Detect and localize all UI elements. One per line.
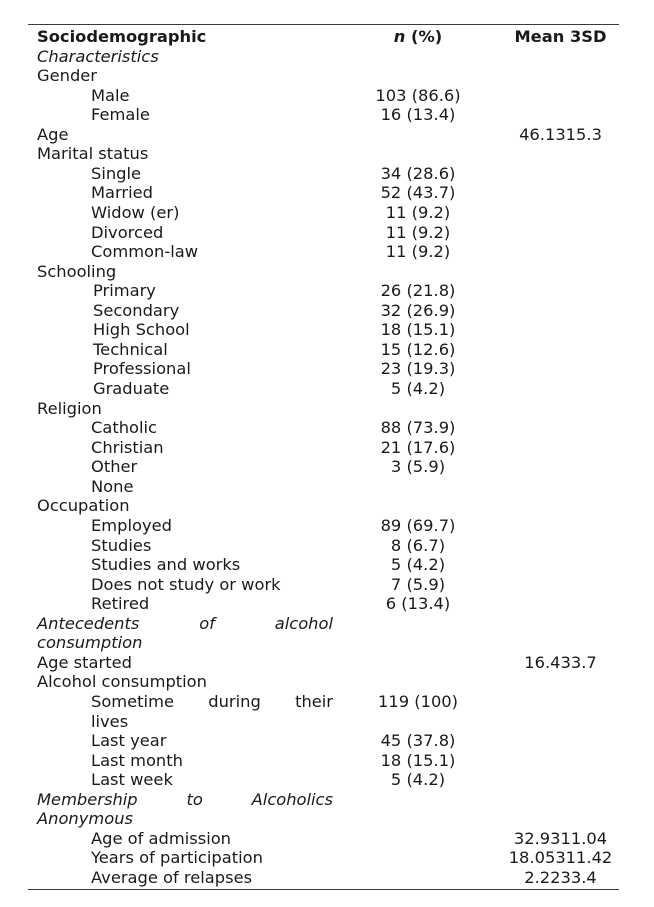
row-mean-sd: 32.9311.04 [513,828,608,848]
row-label: Male [91,85,130,105]
row-label-word: alcohol [274,613,333,633]
row-label: Secondary [93,300,180,320]
row-label: High School [93,320,190,340]
header-n-percent [364,27,472,47]
header-n-symbol: n [393,27,406,46]
row-label: Widow (er) [91,202,180,222]
table-row [0,731,654,751]
row-label-word: to [186,789,203,809]
row-n-percent: 26 (21.8) [380,281,456,301]
row-label: Common-law [91,242,199,262]
table-row [0,555,654,575]
row-label-word: Antecedents [37,613,140,633]
table-row [0,751,654,771]
row-label: Age started [37,652,132,672]
row-n-percent: 52 (43.7) [380,183,456,203]
row-label: Schooling [37,261,117,281]
row-n-percent: 21 (17.6) [380,437,456,457]
row-label: Primary [93,281,156,301]
row-label: Years of participation [91,848,263,868]
row-n-percent: 18 (15.1) [380,750,456,770]
row-label: Single [91,163,142,183]
row-mean-sd: 18.05311.42 [508,848,613,868]
row-label: Employed [91,515,172,535]
row-label: Other [91,457,138,477]
row-n-percent: 11 (9.2) [385,202,451,222]
row-n-percent: 8 (6.7) [390,535,446,555]
row-label: Studies [91,535,152,555]
row-label: Last month [91,750,183,770]
row-label: Age [37,124,69,144]
row-n-percent: 6 (13.4) [385,594,451,614]
row-n-percent: 88 (73.9) [380,418,456,438]
row-label: Does not study or work [91,574,281,594]
row-label: Last week [91,770,173,790]
row-label-word: Membership [37,789,138,809]
row-n-percent: 89 (69.7) [380,515,456,535]
row-label: Technical [93,339,168,359]
table-row [0,320,654,340]
table-row [0,418,654,438]
table-row [0,496,654,516]
table-row [0,47,654,67]
row-label: Catholic [91,418,158,438]
table-row [0,868,654,888]
table-row [0,125,654,145]
row-mean-sd: 46.1315.3 [519,124,602,144]
row-label: Anonymous [37,809,133,829]
row-label: Gender [37,66,97,86]
row-label: Religion [37,398,102,418]
table-row [0,692,654,712]
table-row [0,144,654,164]
table-row [0,223,654,243]
row-label: Female [91,105,150,125]
row-label: Average of relapses [91,868,253,888]
table-row [0,848,654,868]
row-n-percent: 3 (5.9) [390,457,446,477]
table-row [0,242,654,262]
table-row [0,536,654,556]
table-row [0,340,654,360]
table-bottom-rule [28,889,619,890]
table-row [0,399,654,419]
row-label: Age of admission [91,828,231,848]
row-label: Alcohol consumption [37,672,207,692]
table-row [0,301,654,321]
table-row [0,633,654,653]
row-mean-sd: 16.433.7 [524,652,597,672]
row-n-percent: 11 (9.2) [385,242,451,262]
row-n-percent: 103 (86.6) [375,85,461,105]
row-mean-sd: 2.2233.4 [524,868,597,888]
table-row [0,477,654,497]
row-label-word: of [199,613,215,633]
row-label: Studies and works [91,555,241,575]
row-label: Occupation [37,496,130,516]
row-label: consumption [37,633,143,653]
table-row [0,829,654,849]
row-n-percent: 5 (4.2) [390,555,446,575]
table-row [0,203,654,223]
table-row [0,262,654,282]
row-n-percent: 18 (15.1) [380,320,456,340]
row-label: Marital status [37,144,149,164]
row-label: None [91,476,134,496]
row-n-percent: 15 (12.6) [380,339,456,359]
row-n-percent: 5 (4.2) [390,770,446,790]
table-row [0,164,654,184]
row-n-percent: 16 (13.4) [380,105,456,125]
table-row [0,438,654,458]
table-row [0,105,654,125]
table-row [0,770,654,790]
row-label [37,614,333,634]
row-n-percent: 45 (37.8) [380,731,456,751]
header-sociodemographic: Sociodemographic [37,27,207,46]
table-row [0,790,654,810]
row-label: Last year [91,731,167,751]
row-label [37,790,333,810]
table-row [0,379,654,399]
table-row [0,594,654,614]
row-label-word: Alcoholics [251,789,333,809]
row-label-word: Sometime [91,691,174,711]
table-row [0,575,654,595]
row-n-percent: 23 (19.3) [380,359,456,379]
table-row [0,457,654,477]
row-n-percent: 32 (26.9) [380,300,456,320]
table-row [0,183,654,203]
header-mean-sd: Mean 3SD [514,27,607,46]
table-row [0,359,654,379]
table-row [0,653,654,673]
row-n-percent: 119 (100) [377,691,459,711]
table-row [0,809,654,829]
table-row [0,712,654,732]
row-label: lives [91,711,129,731]
row-n-percent: 11 (9.2) [385,222,451,242]
row-label-word: during [208,691,261,711]
table-row [0,281,654,301]
row-n-percent: 34 (28.6) [380,163,456,183]
table-header-row [0,27,654,47]
table-row [0,614,654,634]
table-row [0,516,654,536]
row-label: Christian [91,437,164,457]
table-row [0,86,654,106]
row-label: Retired [91,594,150,614]
row-label: Graduate [93,379,170,399]
table-row [0,66,654,86]
table-top-rule [28,24,619,25]
row-n-percent: 7 (5.9) [390,574,446,594]
row-label-word: their [295,691,333,711]
row-label: Married [91,183,154,203]
row-n-percent: 5 (4.2) [390,379,446,399]
row-label: Characteristics [37,46,159,66]
row-label: Professional [93,359,191,379]
table-row [0,672,654,692]
row-label [91,692,333,712]
header-percent-label: (%) [405,27,443,46]
row-label: Divorced [91,222,164,242]
